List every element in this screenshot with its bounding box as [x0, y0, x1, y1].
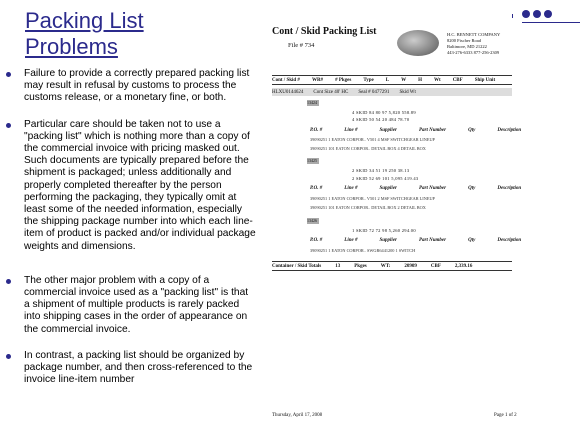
- package-row: 4 SKID 84 80 97 5,820 558.89: [352, 110, 416, 115]
- col-header: L: [385, 77, 390, 83]
- container-row: [272, 88, 512, 96]
- package-row: 4 SKID 50 54 20 484 78.70: [352, 117, 410, 122]
- po-col: Line #: [344, 238, 358, 243]
- col-header: W: [401, 77, 407, 83]
- doc-company: [447, 32, 500, 56]
- po-col: Qty: [468, 128, 476, 133]
- company-name: H.C. BENNETT COMPANY: [447, 32, 501, 37]
- po-col: Description: [497, 186, 522, 191]
- bullet-item: [6, 350, 256, 387]
- po-col: Part Number: [419, 238, 447, 243]
- po-col: P.O. #: [310, 186, 323, 191]
- col-header: # Pkges: [335, 77, 352, 83]
- po-col: Supplier: [379, 186, 397, 191]
- company-city: Baltimore, MD 21222: [447, 44, 487, 49]
- slide-title: [25, 8, 144, 60]
- doc-header-row: [272, 75, 512, 85]
- packing-list-document: [262, 18, 522, 428]
- po-row: 39090251 1 EATON CORPOR.. SWGR6441200 1 SWITCH: [310, 248, 416, 253]
- po-header-row: [310, 186, 543, 191]
- po-col: Qty: [468, 238, 476, 243]
- po-col: Supplier: [379, 238, 397, 243]
- package-row: 2 SKID 52 69 101 5,095 419.43: [352, 176, 419, 181]
- po-col: Qty: [468, 186, 476, 191]
- bullet-dot-icon: [6, 72, 11, 77]
- box-label: 13426: [307, 218, 317, 223]
- col-header: Wt: [434, 77, 441, 83]
- bullet-list: [6, 68, 256, 400]
- bullet-text: In contrast, a packing list should be organized by package number, and then cross-referenced to the invoice line-item number: [24, 349, 253, 386]
- bullet-text: The other major problem with a copy of a commercial invoice used as a "packing list" is that a shipment of multiple products is rarely packed into shipping cases in the order of appearance on the commercial invoice.: [24, 274, 249, 335]
- box-label: 13424: [307, 100, 317, 105]
- globe-logo-icon: [397, 30, 439, 56]
- totals-cbf: 2,339.16: [454, 263, 473, 269]
- po-col: Supplier: [379, 128, 397, 133]
- bullet-dot-icon: [6, 123, 11, 128]
- decorative-dots-icon: [522, 10, 552, 18]
- col-header: Cont / Skid #: [272, 77, 300, 83]
- po-col: Description: [497, 128, 522, 133]
- po-col: Part Number: [419, 128, 447, 133]
- po-header-row: [310, 238, 543, 243]
- package-row: 2 SKID 34 51 19 250 38.13: [352, 168, 410, 173]
- company-address: 8200 Fischer Road: [447, 38, 481, 43]
- po-row: 39090251 1 EATON CORPOR.. V501 2 MSF SWITCHGEAR LINEUP: [310, 196, 435, 201]
- po-row: 39090251 101 EATON CORPOR.. DETAIL BOX 4 DETAIL BOX: [310, 146, 426, 151]
- po-col: Part Number: [419, 186, 447, 191]
- bullet-dot-icon: [6, 354, 11, 359]
- po-col: Line #: [344, 186, 358, 191]
- title-line-2: Problems: [25, 34, 118, 59]
- bullet-item: [6, 68, 256, 105]
- totals-wt-label: WT:: [380, 263, 391, 269]
- bullet-item: [6, 275, 256, 336]
- totals-wt: 20909: [404, 263, 417, 269]
- totals-label: Container / Skid Totals: [272, 263, 322, 269]
- container-skid: Skid Wt: [399, 89, 416, 95]
- po-col: Line #: [344, 128, 358, 133]
- po-row: 39090251 1 EATON CORPOR.. V501 4 MSF SWITCHGEAR LINEUP: [310, 137, 435, 142]
- col-header: Ship Unit: [474, 77, 496, 83]
- totals-pkg-label: Pkges: [354, 263, 367, 269]
- po-header-row: [310, 128, 543, 133]
- bullet-text: Particular care should be taken not to use a "packing list" which is nothing more than a copy of the commercial invoice with pricing masked out. Such documents are typically prepared before the shipment is packaged; unless additionally and properly completed thereafter by the person performing the packaging, they typically omit at least some of the needed information, especially the shipping package number into which each line-item of product is packed and/or individual package weights and dimensions.: [24, 118, 256, 252]
- bullet-item: [6, 119, 256, 253]
- company-phone: 443-276-6333 877-256-2309: [447, 50, 500, 55]
- col-header: WR#: [311, 77, 324, 83]
- po-col: Description: [497, 238, 522, 243]
- doc-footer-date: Thursday, April 17, 2008: [272, 413, 323, 418]
- totals-row: [272, 261, 512, 271]
- doc-title: Cont / Skid Packing List: [272, 26, 377, 37]
- totals-pkg-count: 13: [335, 263, 341, 269]
- doc-file-number: File # 734: [288, 42, 315, 49]
- doc-footer-page: Page 1 of 2: [494, 413, 517, 418]
- col-header: Type: [363, 77, 374, 83]
- bullet-text: Failure to provide a correctly prepared packing list may result in refusal by customs to process the customs release, or a monetary fine, or both.: [24, 68, 250, 104]
- bullet-dot-icon: [6, 279, 11, 284]
- container-seal: Seal # 0477291: [358, 89, 390, 95]
- col-header: CBF: [452, 77, 463, 83]
- title-line-1: Packing List: [25, 8, 144, 33]
- box-label: 13425: [307, 158, 317, 163]
- po-col: P.O. #: [310, 128, 323, 133]
- col-header: H: [418, 77, 423, 83]
- container-size: Cont Size 40' HC: [313, 89, 349, 95]
- package-row: 1 SKID 72 72 98 5,260 294.00: [352, 228, 416, 233]
- po-row: 39090251 101 EATON CORPOR.. DETAIL BOX 2 DETAIL BOX: [310, 205, 426, 210]
- po-col: P.O. #: [310, 238, 323, 243]
- container-id: HLXU0144624: [272, 89, 304, 95]
- totals-cbf-label: CBF: [430, 263, 441, 269]
